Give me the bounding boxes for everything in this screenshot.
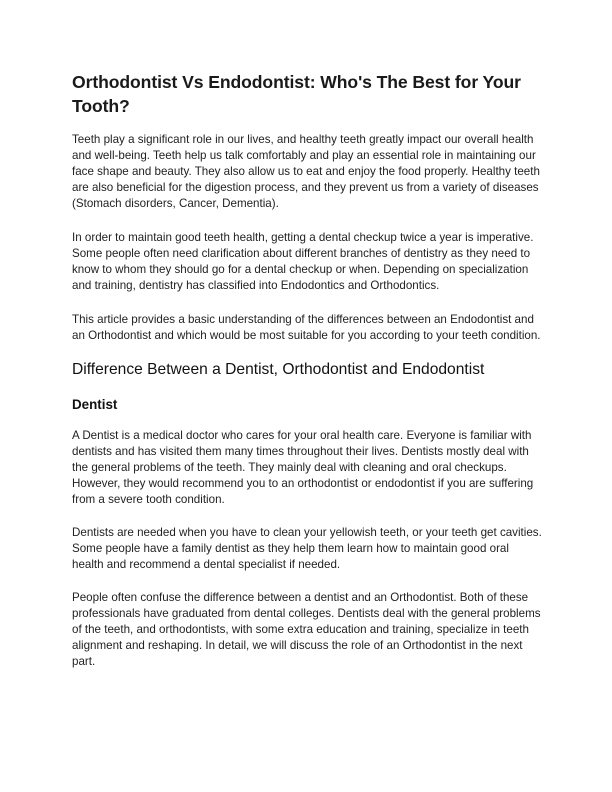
- subsection-heading-dentist: Dentist: [72, 397, 118, 413]
- dentist-paragraph-3: People often confuse the difference between a dentist and an Orthodontist. Both of these professionals have graduated from dental colleges. Dentists deal with the general problems of the teeth, and orthodontists, with some extra education and training, specialize in teeth alignment and reshaping. In detail, we will discuss the role of an Orthodontist in the next part.: [72, 591, 541, 668]
- section-heading: Difference Between a Dentist, Orthodontist and Endodontist: [72, 361, 485, 379]
- dentist-paragraph-2: Dentists are needed when you have to clean your yellowish teeth, or your teeth get cavities. Some people have a family dentist as they help them learn how to maintain good oral health and recommend a dental specialist if needed.: [72, 526, 542, 572]
- dentist-paragraph-1: A Dentist is a medical doctor who cares for your oral health care. Everyone is familiar with dentists and has visited them many times throughout their lives. Dentists mostly deal with the general problems of the teeth. They mainly deal with cleaning and oral checkups. However, they would recommend you to an orthodontist or endodontist if you are suffering from a severe tooth condition.: [72, 429, 534, 507]
- intro-paragraph-2: In order to maintain good teeth health, getting a dental checkup twice a year is imperative. Some people often need clarification about different branches of dentistry as they need to know to whom they should go for a dental checkup or when. Depending on specialization and training, dentistry has classified into Endodontics and Orthodontics.: [72, 230, 534, 292]
- document-page: [72, 70, 542, 670]
- intro-paragraph-3: This article provides a basic understanding of the differences between an Endodontist and an Orthodontist and which would be most suitable for you according to your teeth condition.: [72, 312, 541, 342]
- intro-paragraph-1: Teeth play a significant role in our lives, and healthy teeth greatly impact our overall health and well-being. Teeth help us talk comfortably and play an essential role in maintaining our face shape and beauty. They also allow us to eat and enjoy the food properly. Healthy teeth are also beneficial for the digestion process, and they prevent us from a variety of diseases (Stomach disorders, Cancer, Dementia).: [72, 133, 540, 210]
- article-title: Orthodontist Vs Endodontist: Who's The Best for Your Tooth?: [72, 72, 521, 116]
